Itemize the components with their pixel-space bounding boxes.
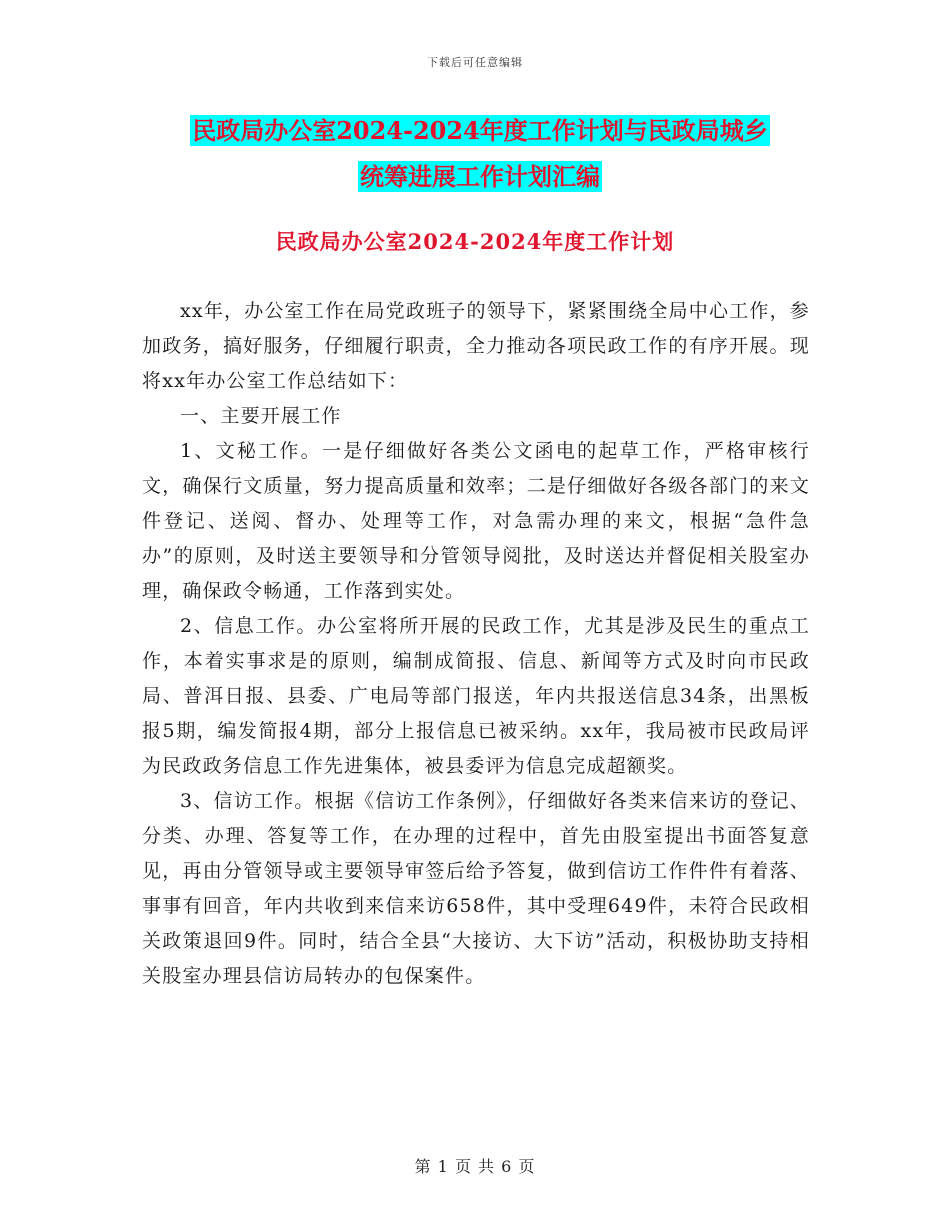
page-footer: 第 1 页 共 6 页 — [414, 1157, 536, 1176]
document-title-line-1: 民政局办公室2024-2024年度工作计划与民政局城乡 — [192, 116, 768, 145]
paragraph: 1、文秘工作。一是仔细做好各类公文函电的起草工作，严格审核行文，确保行文质量，努力提高质量和效率；二是仔细做好各级各部门的来文件登记、送阅、督办、处理等工作，对急需办理的来文，根据“急件急办”的原则，及时送主要领导和分管领导阅批，及时送达并督促相关股室办理，确保政令畅通，工作落到实处。 — [142, 440, 810, 602]
paragraph-heading: 一、主要开展工作 — [180, 405, 342, 427]
section-title: 民政局办公室2024-2024年度工作计划 — [275, 229, 675, 254]
document-body — [142, 294, 810, 994]
header-note: 下载后可任意编辑 — [427, 56, 523, 69]
paragraph: xx年，办公室工作在局党政班子的领导下，紧紧围绕全局中心工作，参加政务，搞好服务，仔细履行职责，全力推动各项民政工作的有序开展。现将xx年办公室工作总结如下： — [142, 300, 810, 392]
document-title — [120, 108, 840, 200]
paragraph: 3、信访工作。根据《信访工作条例》，仔细做好各类来信来访的登记、分类、办理、答复等工作，在办理的过程中，首先由股室提出书面答复意见，再由分管领导或主要领导审签后给予答复，做到信访工作件件有着落、事事有回音，年内共收到来信来访658件，其中受理649件，未符合民政相关政策退回9件。同时，结合全县“大接访、大下访”活动，积极协助支持相关股室办理县信访局转办的包保案件。 — [142, 790, 810, 987]
paragraph: 2、信息工作。办公室将所开展的民政工作，尤其是涉及民生的重点工作，本着实事求是的原则，编制成简报、信息、新闻等方式及时向市民政局、普洱日报、县委、广电局等部门报送，年内共报送信息34条，出黑板报5期，编发简报4期，部分上报信息已被采纳。xx年，我局被市民政局评为民政政务信息工作先进集体，被县委评为信息完成超额奖。 — [142, 615, 810, 777]
document-title-line-2: 统筹进展工作计划汇编 — [360, 162, 600, 191]
